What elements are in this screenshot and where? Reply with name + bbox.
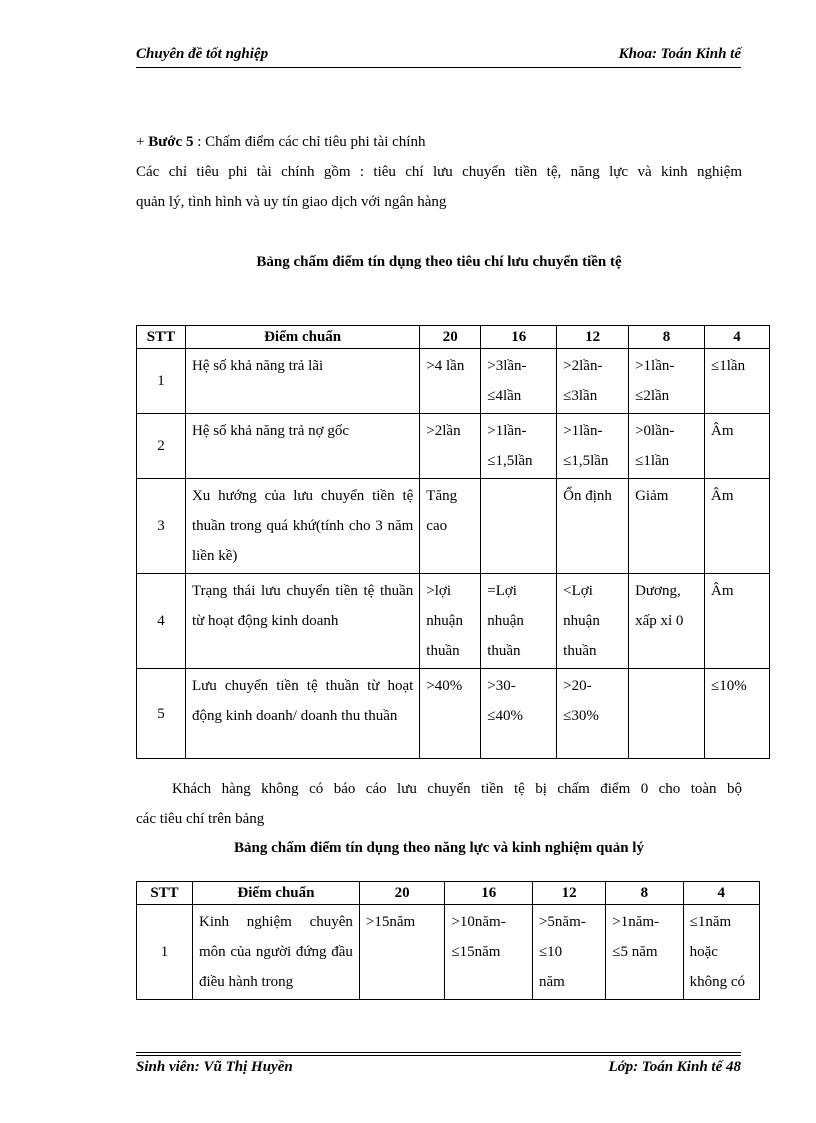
- score-12-cell: >1lần- ≤1,5lần: [557, 414, 629, 479]
- score-4-cell: Âm: [705, 414, 770, 479]
- table1-header-8: 8: [629, 326, 705, 349]
- score-16-cell: [481, 479, 557, 574]
- table2-header-criterion: Điểm chuẩn: [192, 882, 359, 905]
- step-prefix: +: [136, 134, 149, 150]
- step-line: [136, 127, 742, 157]
- footer-left: Sinh viên: Vũ Thị Huyền: [136, 1059, 293, 1075]
- score-16-cell: >30- ≤40%: [481, 669, 557, 759]
- footer-rule-bottom: [136, 1055, 741, 1056]
- score-20-cell: >15năm: [359, 905, 445, 1000]
- table-row: [137, 349, 770, 414]
- table2-header-8: 8: [606, 882, 683, 905]
- criterion-cell: Hệ số khả năng trả lãi: [185, 349, 419, 414]
- score-8-cell: >0lần- ≤1lần: [629, 414, 705, 479]
- table2: [136, 881, 760, 1000]
- score-8-cell: Giảm: [629, 479, 705, 574]
- score-20-cell: >40%: [420, 669, 481, 759]
- score-4-cell: ≤10%: [705, 669, 770, 759]
- table1-header-row: [137, 326, 770, 349]
- score-8-cell: [629, 669, 705, 759]
- table2-header-row: [137, 882, 760, 905]
- table2-title: Bảng chấm điểm tín dụng theo năng lực và kinh nghiệm quản lý: [234, 840, 644, 856]
- score-12-cell: >20- ≤30%: [557, 669, 629, 759]
- stt-cell: 1: [137, 905, 193, 1000]
- table2-header-12: 12: [532, 882, 605, 905]
- page-footer: [136, 1059, 741, 1079]
- score-20-cell: Tăng cao: [420, 479, 481, 574]
- note-line-2: các tiêu chí trên bảng: [136, 811, 265, 827]
- table1-header-12: 12: [557, 326, 629, 349]
- score-16-cell: =Lợi nhuận thuần: [481, 574, 557, 669]
- table1-header-stt: STT: [137, 326, 186, 349]
- table1-title: Bảng chấm điểm tín dụng theo tiêu chí lưu chuyển tiền tệ: [256, 254, 622, 270]
- stt-cell: 4: [137, 574, 186, 669]
- stt-cell: 3: [137, 479, 186, 574]
- step-text: : Chấm điểm các chỉ tiêu phi tài chính: [193, 134, 426, 150]
- score-12-cell: <Lợi nhuận thuần: [557, 574, 629, 669]
- page-header: [136, 46, 741, 66]
- footer-rule-top: [136, 1052, 741, 1053]
- score-16-cell: >3lần- ≤4lần: [481, 349, 557, 414]
- criterion-cell: Xu hướng của lưu chuyển tiền tệ thuần trong quá khứ(tính cho 3 năm liền kề): [185, 479, 419, 574]
- header-left: Chuyên đề tốt nghiệp: [136, 46, 269, 62]
- score-4-cell: ≤1lần: [705, 349, 770, 414]
- intro-line-1: Các chỉ tiêu phi tài chính gồm : tiêu chí lưu chuyển tiền tệ, năng lực và kinh nghiệm: [136, 164, 742, 180]
- table1-header-20: 20: [420, 326, 481, 349]
- criterion-cell: Kinh nghiệm chuyên môn của người đứng đầu điều hành trong: [192, 905, 359, 1000]
- table-row: [137, 479, 770, 574]
- criterion-cell: Hệ số khả năng trả nợ gốc: [185, 414, 419, 479]
- table2-header-4: 4: [683, 882, 759, 905]
- table-row: [137, 574, 770, 669]
- table1-header-criterion: Điểm chuẩn: [185, 326, 419, 349]
- score-20-cell: >lợi nhuận thuần: [420, 574, 481, 669]
- score-12-cell: >5năm- ≤10 năm: [532, 905, 605, 1000]
- score-8-cell: >1năm- ≤5 năm: [606, 905, 683, 1000]
- score-20-cell: >2lần: [420, 414, 481, 479]
- stt-cell: 1: [137, 349, 186, 414]
- criterion-cell: Trạng thái lưu chuyển tiền tệ thuần từ hoạt động kinh doanh: [185, 574, 419, 669]
- score-20-cell: >4 lần: [420, 349, 481, 414]
- table2-header-stt: STT: [137, 882, 193, 905]
- table2-header-16: 16: [445, 882, 533, 905]
- step-label: Bước 5: [148, 134, 194, 150]
- score-4-cell: Âm: [705, 479, 770, 574]
- table-row: [137, 905, 760, 1000]
- table1-header-16: 16: [481, 326, 557, 349]
- stt-cell: 5: [137, 669, 186, 759]
- table-row: [137, 669, 770, 759]
- table1-header-4: 4: [705, 326, 770, 349]
- score-4-cell: Âm: [705, 574, 770, 669]
- table1: [136, 325, 770, 759]
- intro-line-2: quản lý, tình hình và uy tín giao dịch với ngân hàng: [136, 194, 447, 210]
- stt-cell: 2: [137, 414, 186, 479]
- table-row: [137, 414, 770, 479]
- score-16-cell: >10năm- ≤15năm: [445, 905, 533, 1000]
- score-8-cell: Dương, xấp xỉ 0: [629, 574, 705, 669]
- score-12-cell: Ổn định: [557, 479, 629, 574]
- score-12-cell: >2lần- ≤3lần: [557, 349, 629, 414]
- header-rule: [136, 67, 741, 68]
- score-16-cell: >1lần- ≤1,5lần: [481, 414, 557, 479]
- note-line-1: Khách hàng không có báo cáo lưu chuyển tiền tệ bị chấm điểm 0 cho toàn bộ: [172, 781, 742, 797]
- score-4-cell: ≤1năm hoặc không có: [683, 905, 759, 1000]
- score-8-cell: >1lần- ≤2lần: [629, 349, 705, 414]
- criterion-cell: Lưu chuyển tiền tệ thuần từ hoạt động kinh doanh/ doanh thu thuần: [185, 669, 419, 759]
- footer-right: Lớp: Toán Kinh tế 48: [608, 1059, 741, 1075]
- header-right: Khoa: Toán Kinh tế: [618, 46, 741, 62]
- table2-header-20: 20: [359, 882, 445, 905]
